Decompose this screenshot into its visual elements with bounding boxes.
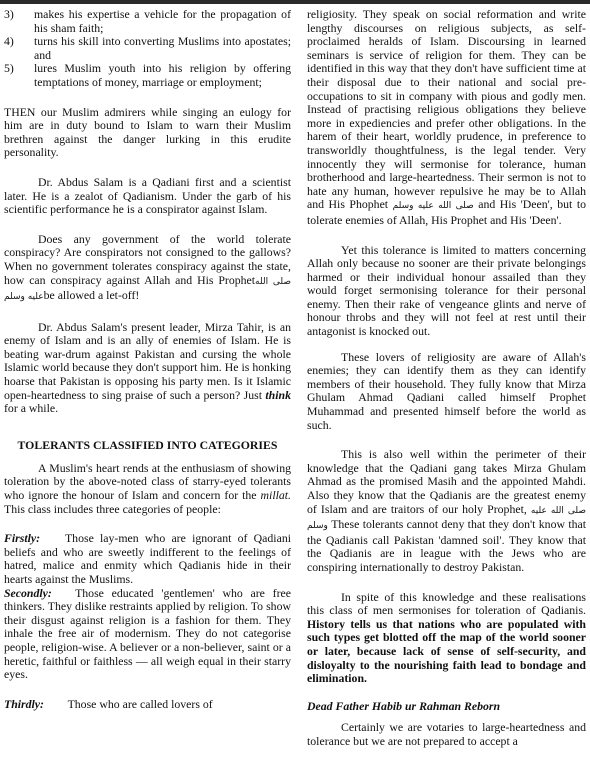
paragraph-text: for a while. bbox=[4, 401, 59, 416]
paragraph-lovers: These lovers of religiosity are aware of Allah's enemies; they can identify them as they can identify members of their household. They fully know that Mirza Ghulam Ahmad Qadiani called himself Prophet Muhammad and presented himself before the world as such. bbox=[307, 349, 586, 432]
paragraph-text: Does any government of the world tolerate conspiracy? Are conspirators not consigned to the gallows? When no government tolerates conspiracy against the state, how can conspiracy against Allah and His Prophet bbox=[4, 231, 291, 287]
section-heading: TOLERANTS CLASSIFIED INTO CATEGORIES bbox=[17, 437, 278, 452]
paragraph-text: Dr. Abdus Salam's present leader, Mirza Tahir, is an enemy of Islam and is an ally of enemies of Islam. He is beating war-drum against Pakistan and cursing the whole Islamic world because they don't support him. He is honking hoarse that Pakistan is opposing his party men. Is it Islamic open-heartedness to sing praise of such a person? Just bbox=[4, 319, 291, 402]
list-number: 5) bbox=[4, 61, 14, 76]
paragraph-religiosity bbox=[307, 8, 586, 228]
category-firstly bbox=[4, 532, 291, 586]
list-text: makes his expertise a vehicle for the propagation of his sham faith; bbox=[34, 7, 291, 35]
list-item bbox=[4, 62, 291, 89]
left-column bbox=[4, 8, 291, 711]
list-number: 4) bbox=[4, 34, 14, 49]
paragraph-tolerance: Yet this tolerance is limited to matters concerning Allah only because no sooner are their private belongings harmed or their individual honour assailed than they would forget sermonising tolerance for their personal enemy. Then their rake of vengeance glints and nerve of honour throbs and they will not feel at rest until their antagonist is knocked out. bbox=[307, 242, 586, 339]
salutation-arabic: صلى الله عليه وسلم bbox=[4, 276, 291, 303]
list-text: lures Muslim youth into his religion by offering temptations of money, marriage or employment; bbox=[34, 61, 291, 89]
subheading: Dead Father Habib ur Rahman Reborn bbox=[307, 698, 501, 713]
paragraph-salam: Dr. Abdus Salam is a Qadiani first and a scientist later. He is a zealot of Qadianism. Under the garb of his scientific performance he is a conspirator against Islam. bbox=[4, 174, 291, 217]
paragraph-spite bbox=[307, 591, 586, 686]
emphasis-millat: millat. bbox=[260, 488, 291, 503]
list-number: 3) bbox=[4, 7, 14, 21]
emphasis-think: think bbox=[265, 387, 291, 402]
paragraph-then: THEN our Muslim admirers while singing an eulogy for him are in duty bound to Islam to warn their Muslim brethren against the danger lurking in this erudite personality. bbox=[4, 104, 291, 160]
paragraph-perimeter bbox=[307, 448, 586, 574]
category-label: Secondly: bbox=[4, 585, 52, 600]
paragraph-text: religiosity. They speak on social reformation and write lengthy discourses on religious subjects, as self-proclaimed heralds of Islam. Discoursing in learned seminars is service of religion for them. They can be identified in this way that they don't have sufficient time at their disposal due to their national and social pre-occupations to sit in company with pious and godly men. Instead of practising religious obligations they believe more in expediencies and prefer other obligations. In the harem of their heart, worldly prudence, in preference to transworldly thoughtfulness, is the legal tender. Very innocently they will sermonise for tolerance, human brotherhood and large-heartedness. Their sermon is not to hate any human, however repulsive he may be to Allah and His Phophet bbox=[307, 7, 586, 212]
list-text: turns his skill into converting Muslims into apostates; and bbox=[34, 34, 291, 62]
list-item bbox=[4, 35, 291, 62]
paragraph-text: This is also well within the perimeter of their knowledge that the Qadiani gang takes Mirza Ghulam Ahmad as the promised Masih and the appointed Mahdi. Also they know that the Qadianis are the greatest enemy of Islam and are traitors of our holy Prophet, bbox=[307, 447, 586, 516]
paragraph-heart bbox=[4, 462, 291, 516]
page-top-rule bbox=[0, 0, 590, 4]
category-text: Those educated 'gentlemen' who are free thinkers. They dislike restraints applied by religion. To show their disgust against religion is a fashion for them. They inhale the free air of modernism. They do not categorise people, religion-wise. A believer or a non-believer, saint or a heretic, faithful or faithless — all weigh equal in their starry eyes. bbox=[4, 585, 291, 682]
paragraph-text: These tolerants cannot deny that they don't know that the Qadianis call Pakistan 'damned soil'. They know that the Qadianis are in league with the Jews who are conspiring internationally to destroy Pakistan. bbox=[307, 517, 587, 574]
category-thirdly bbox=[4, 698, 291, 712]
category-label: Firstly: bbox=[4, 531, 41, 546]
paragraph-text: A Muslim's heart rends at the enthusiasm of showing toleration by the above-noted class of starry-eyed tolerants who ignore the honour of Islam and concern for the bbox=[4, 460, 291, 503]
category-text: Those who are called lovers of bbox=[67, 696, 213, 711]
paragraph-text: be allowed a let-off! bbox=[43, 288, 140, 303]
category-text: Those lay-men who are ignorant of Qadiani beliefs and who are sweetly indifferent to the feelings of hatred, malice and enmity which Qadianis hide in their hearts against the Muslims. bbox=[4, 531, 291, 586]
category-label: Thirdly: bbox=[4, 696, 44, 711]
category-secondly bbox=[4, 587, 291, 682]
right-column bbox=[307, 8, 586, 749]
salutation-arabic: صلى الله عليه وسلم bbox=[307, 505, 586, 532]
numbered-list bbox=[4, 8, 291, 90]
paragraph-text: In spite of this knowledge and these realisations this class of men sermonises for toleration of Qadianis. bbox=[307, 589, 586, 618]
salutation-arabic: صلى الله عليه وسلم bbox=[392, 201, 474, 212]
paragraph-government bbox=[4, 233, 291, 305]
list-item bbox=[4, 8, 291, 35]
paragraph-text: This class includes three categories of people: bbox=[4, 501, 221, 516]
paragraph-text: and His 'Deen', but to tolerate enemies of Allah, His Prophet and His 'Deen'. bbox=[307, 197, 587, 227]
paragraph-leader bbox=[4, 321, 291, 416]
paragraph-last: Certainly we are votaries to large-heartedness and tolerance but we are not prepared to accept a bbox=[307, 720, 586, 748]
paragraph-bold-text: History tells us that nations who are populated with such types get blotted off the map of the world sooner or later, because lack of sense of self-security, and disloyalty to the nourishing faith lead to bondage and elimination. bbox=[307, 616, 586, 686]
